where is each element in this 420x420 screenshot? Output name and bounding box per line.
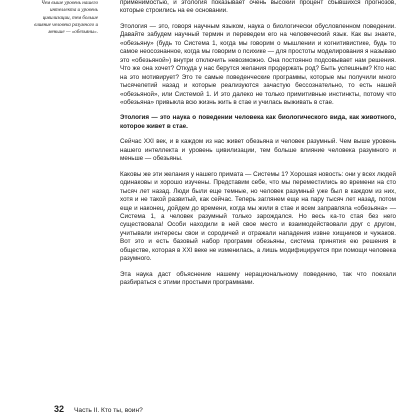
paragraph: Каковы же эти желания у нашего примата — Системы 1? Хорошая новость: они у всех людей одинаковы и хорошо изучены. Представим себе, что мы переместились во времени на сто тысяч лет назад. Люди были еще темные, но человек разумный уже был в каждом из них, хотя и не такой развитый, как сейчас. Теперь заглянем еще на пару тысяч лет назад, потом еще и наконец, дойдем до времени, когда мы жили в стае и всем заправляла «обезьяна» — Система 1, а человек разумный только зарождался. Но весь ка-то стая без него существовала! Особи находили в ней свое место и взаимодействовали друг с другом, учитывали интересы свои и сородичей и отражали нападения извне хищников и чужаков. Вот это и есть базовый набор программ обезьяны, система принятия ею решения в обществе, которая в XXI веке не изменилась, а лишь модифицируется при помощи человека разумного. xyxy=(120,170,396,263)
page-number: 32 xyxy=(54,404,65,414)
paragraph: применимостью, и этология показывает очень высокий процент сбывшихся прогнозов, которые строились на ее основании. xyxy=(120,0,396,15)
main-text xyxy=(120,0,396,295)
paragraph: Этология — это, говоря научным языком, наука о биологически обусловленном поведении. Давайте забудем научный термин и переведем его на человеческий язык. Как вы знаете, «обезьяну» (будь то Система 1, когда мы говорим о мышлении и когнитивистике, будь то самое неосознанное, когда мы говорим о психике — для простоты моделирования я называю это «обезьяной») внутри отключить невозможно. Она постоянно подсовывает нам решения. Что же она хочет? Откуда у нас берутся желания продержать род? Быть успешным? Кто нас на это мотивирует? Это те самые поведенческие программы, которые мы получили много тысячелетий назад и которые реализуются зачастую бессознательно, то есть нашей «обезьяной», или Системой 1. И это далеко не только примитивные инстинкты, потому что «обезьяна» привыкла всю жизнь жить в стае и училась выживать в стае. xyxy=(120,22,396,106)
page-footer xyxy=(54,404,143,414)
paragraph: Сейчас XXI век, и в каждом из нас живет обезьяна и человек разумный. Чем выше уровень нашего интеллекта и уровень цивилизации, тем больше влияние человека разумного и меньше — обезьяны. xyxy=(120,138,396,163)
margin-note: Чем выше уровень нашего интеллекта и уровень цивилизации, тем больше влияние человека разумного и меньше — «обезьяны». xyxy=(34,0,98,36)
bold-statement: Этология — это наука о поведении человека как биологического вида, как животного, которое живет в стае. xyxy=(120,114,396,130)
paragraph: Эта наука даст объяснение нашему нерациональному поведению, так что поехали разбираться с этими простыми программами. xyxy=(120,270,396,287)
chapter-title: Часть II. Кто ты, воин? xyxy=(74,407,143,414)
